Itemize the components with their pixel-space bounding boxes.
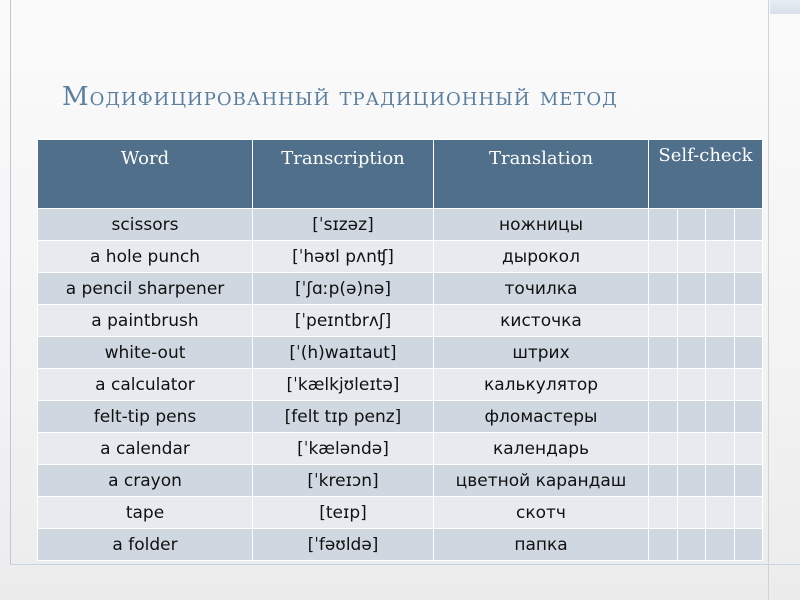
- table-row: [38, 529, 763, 561]
- transcription-cell: [felt tɪp penz]: [253, 401, 434, 433]
- self-check-box[interactable]: [678, 529, 707, 560]
- self-check-cell[interactable]: [649, 241, 763, 273]
- word-cell: felt-tip pens: [38, 401, 253, 433]
- self-check-box[interactable]: [649, 401, 678, 432]
- table-body: [38, 209, 763, 561]
- translation-cell: папка: [434, 529, 649, 561]
- word-cell: a folder: [38, 529, 253, 561]
- frame-line-bottom: [10, 564, 800, 565]
- translation-cell: кисточка: [434, 305, 649, 337]
- self-check-box[interactable]: [706, 273, 735, 304]
- translation-cell: календарь: [434, 433, 649, 465]
- slide-title: Модифицированный традиционный метод: [62, 82, 618, 112]
- table-row: [38, 465, 763, 497]
- corner-decoration: [770, 0, 800, 14]
- table-row: [38, 433, 763, 465]
- word-cell: a hole punch: [38, 241, 253, 273]
- frame-line-left: [10, 0, 11, 565]
- self-check-cell[interactable]: [649, 529, 763, 561]
- self-check-box[interactable]: [649, 369, 678, 400]
- header-word: Word: [38, 140, 253, 209]
- transcription-cell: [ˈkæləndə]: [253, 433, 434, 465]
- frame-line-right: [768, 0, 769, 600]
- translation-cell: цветной карандаш: [434, 465, 649, 497]
- table-row: [38, 273, 763, 305]
- self-check-box[interactable]: [706, 401, 735, 432]
- self-check-box[interactable]: [735, 497, 763, 528]
- translation-cell: фломастеры: [434, 401, 649, 433]
- self-check-cell[interactable]: [649, 209, 763, 241]
- vocabulary-table: [37, 139, 763, 561]
- translation-cell: скотч: [434, 497, 649, 529]
- self-check-box[interactable]: [678, 497, 707, 528]
- self-check-box[interactable]: [649, 241, 678, 272]
- transcription-cell: [ˈpeɪntbrʌʃ]: [253, 305, 434, 337]
- self-check-box[interactable]: [735, 433, 763, 464]
- self-check-box[interactable]: [735, 529, 763, 560]
- self-check-box[interactable]: [649, 337, 678, 368]
- table-header-row: [38, 140, 763, 209]
- self-check-box[interactable]: [706, 337, 735, 368]
- self-check-box[interactable]: [649, 529, 678, 560]
- self-check-box[interactable]: [706, 241, 735, 272]
- word-cell: white-out: [38, 337, 253, 369]
- transcription-cell: [ˈkælkjʊleɪtə]: [253, 369, 434, 401]
- table-row: [38, 337, 763, 369]
- self-check-box[interactable]: [735, 401, 763, 432]
- self-check-box[interactable]: [649, 465, 678, 496]
- self-check-box[interactable]: [706, 529, 735, 560]
- translation-cell: ножницы: [434, 209, 649, 241]
- self-check-box[interactable]: [735, 305, 763, 336]
- transcription-cell: [ˈ(h)waɪtaut]: [253, 337, 434, 369]
- self-check-box[interactable]: [706, 497, 735, 528]
- transcription-cell: [ˈfəʊldə]: [253, 529, 434, 561]
- table-row: [38, 401, 763, 433]
- transcription-cell: [ˈkreɪɔn]: [253, 465, 434, 497]
- translation-cell: дырокол: [434, 241, 649, 273]
- self-check-box[interactable]: [678, 241, 707, 272]
- self-check-box[interactable]: [735, 337, 763, 368]
- self-check-box[interactable]: [649, 209, 678, 240]
- translation-cell: точилка: [434, 273, 649, 305]
- word-cell: a paintbrush: [38, 305, 253, 337]
- self-check-box[interactable]: [735, 241, 763, 272]
- self-check-box[interactable]: [649, 433, 678, 464]
- self-check-box[interactable]: [706, 369, 735, 400]
- self-check-box[interactable]: [678, 273, 707, 304]
- self-check-cell[interactable]: [649, 305, 763, 337]
- header-translation: Translation: [434, 140, 649, 209]
- word-cell: a pencil sharpener: [38, 273, 253, 305]
- self-check-box[interactable]: [735, 273, 763, 304]
- self-check-box[interactable]: [678, 401, 707, 432]
- table-row: [38, 241, 763, 273]
- transcription-cell: [teɪp]: [253, 497, 434, 529]
- word-cell: scissors: [38, 209, 253, 241]
- self-check-box[interactable]: [649, 497, 678, 528]
- self-check-cell[interactable]: [649, 401, 763, 433]
- word-cell: a calculator: [38, 369, 253, 401]
- self-check-cell[interactable]: [649, 337, 763, 369]
- self-check-cell[interactable]: [649, 369, 763, 401]
- header-self-check: Self-check: [649, 140, 763, 209]
- table-row: [38, 305, 763, 337]
- self-check-cell[interactable]: [649, 433, 763, 465]
- transcription-cell: [ˈsɪzəz]: [253, 209, 434, 241]
- self-check-box[interactable]: [735, 465, 763, 496]
- self-check-cell[interactable]: [649, 497, 763, 529]
- self-check-box[interactable]: [678, 465, 707, 496]
- word-cell: a crayon: [38, 465, 253, 497]
- self-check-box[interactable]: [735, 369, 763, 400]
- transcription-cell: [ˈʃɑːp(ə)nə]: [253, 273, 434, 305]
- self-check-box[interactable]: [706, 465, 735, 496]
- table-row: [38, 209, 763, 241]
- translation-cell: штрих: [434, 337, 649, 369]
- self-check-box[interactable]: [706, 433, 735, 464]
- self-check-box[interactable]: [678, 433, 707, 464]
- self-check-box[interactable]: [678, 305, 707, 336]
- self-check-box[interactable]: [735, 209, 763, 240]
- self-check-box[interactable]: [678, 209, 707, 240]
- self-check-box[interactable]: [706, 305, 735, 336]
- self-check-box[interactable]: [706, 209, 735, 240]
- self-check-cell[interactable]: [649, 465, 763, 497]
- header-transcription: Transcription: [253, 140, 434, 209]
- self-check-box[interactable]: [649, 305, 678, 336]
- self-check-box[interactable]: [649, 273, 678, 304]
- transcription-cell: [ˈhəʊl pʌnʧ]: [253, 241, 434, 273]
- table-row: [38, 497, 763, 529]
- self-check-box[interactable]: [678, 337, 707, 368]
- translation-cell: калькулятор: [434, 369, 649, 401]
- self-check-cell[interactable]: [649, 273, 763, 305]
- word-cell: tape: [38, 497, 253, 529]
- self-check-box[interactable]: [678, 369, 707, 400]
- table-row: [38, 369, 763, 401]
- word-cell: a calendar: [38, 433, 253, 465]
